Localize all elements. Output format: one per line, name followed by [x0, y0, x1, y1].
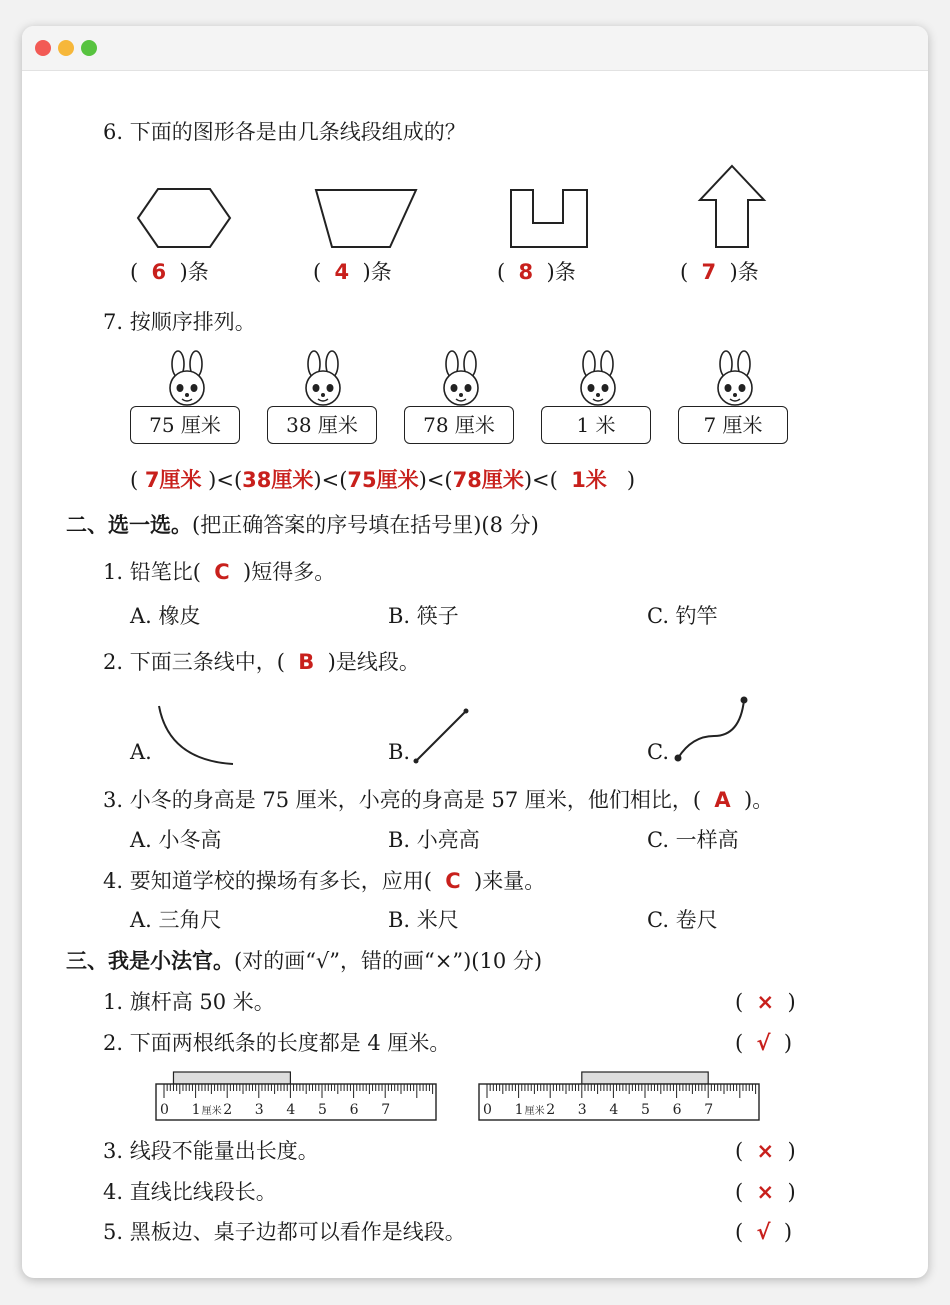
- section2-heading: 二、选一选。(把正确答案的序号填在括号里)(8 分): [66, 513, 539, 537]
- ruler-tick-label: 1: [191, 1102, 201, 1118]
- ruler-tick-label: 6: [349, 1102, 359, 1118]
- judge-item-4: 4. 直线比线段长。: [103, 1180, 277, 1204]
- judge-mark-5: ( √ ): [735, 1220, 793, 1244]
- length-card: 38 厘米: [267, 406, 377, 444]
- ruler-unit-label: 厘米: [524, 1106, 545, 1117]
- arrow-up-icon: [690, 160, 780, 255]
- curve-a-icon: [155, 700, 240, 770]
- line-label-b: B.: [388, 740, 411, 764]
- q6-answer-3: ( 8 )条: [497, 260, 576, 284]
- segment-b-icon: [410, 705, 475, 770]
- ruler-2: [477, 1066, 767, 1126]
- trapezoid-icon: [310, 185, 425, 255]
- judge-mark-1: ( × ): [735, 990, 796, 1014]
- q6-answer-4: ( 7 )条: [680, 260, 759, 284]
- judge-mark-3: ( × ): [735, 1139, 796, 1163]
- length-card: 1 米: [541, 406, 651, 444]
- maximize-button[interactable]: [81, 40, 97, 56]
- s2-q4: 4. 要知道学校的操场有多长，应用( C )来量。: [103, 869, 546, 893]
- judge-item-1: 1. 旗杆高 50 米。: [103, 990, 275, 1014]
- ruler-tick-label: 4: [609, 1102, 619, 1118]
- ruler-tick-label: 3: [577, 1102, 587, 1118]
- q6-answer-1: ( 6 )条: [130, 260, 209, 284]
- judge-mark-2: ( √ ): [735, 1031, 793, 1055]
- ruler-1: [154, 1066, 444, 1126]
- close-button[interactable]: [35, 40, 51, 56]
- s2-q1: 1. 铅笔比( C )短得多。: [103, 560, 336, 584]
- curve-c-icon: [670, 692, 755, 767]
- option-b: B. 筷子: [388, 604, 459, 628]
- hexagon-icon: [130, 185, 240, 255]
- bunny-icon: [296, 350, 352, 410]
- notched-rectangle-icon: [505, 185, 600, 255]
- judge-item-5: 5. 黑板边、桌子边都可以看作是线段。: [103, 1220, 466, 1244]
- ruler-tick-label: 2: [546, 1102, 556, 1118]
- ruler-tick-label: 4: [286, 1102, 296, 1118]
- minimize-button[interactable]: [58, 40, 74, 56]
- ruler-tick-label: 5: [641, 1102, 650, 1118]
- option-c: C. 一样高: [647, 828, 739, 852]
- bunny-icon: [571, 350, 627, 410]
- line-label-a: A.: [130, 740, 152, 764]
- ruler-tick-label: 3: [254, 1102, 264, 1118]
- length-card: 7 厘米: [678, 406, 788, 444]
- option-c: C. 卷尺: [647, 908, 718, 932]
- ruler-tick-label: 7: [704, 1102, 714, 1118]
- ruler-tick-label: 5: [318, 1102, 327, 1118]
- option-b: B. 小亮高: [388, 828, 480, 852]
- q7-answer-row: ( 7厘米 )<(38厘米)<(75厘米)<(78厘米)<( 1米 ): [130, 468, 636, 492]
- judge-item-2: 2. 下面两根纸条的长度都是 4 厘米。: [103, 1031, 451, 1055]
- ruler-tick-label: 1: [514, 1102, 524, 1118]
- judge-item-3: 3. 线段不能量出长度。: [103, 1139, 319, 1163]
- q6-prompt: 6. 下面的图形各是由几条线段组成的？: [103, 120, 466, 144]
- option-c: C. 钓竿: [647, 604, 718, 628]
- option-a: A. 小冬高: [130, 828, 222, 852]
- title-bar: [22, 26, 928, 71]
- ruler-tick-label: 6: [672, 1102, 682, 1118]
- s2-q3: 3. 小冬的身高是 75 厘米，小亮的身高是 57 厘米，他们相比，( A )。: [103, 788, 774, 812]
- q6-answer-2: ( 4 )条: [313, 260, 392, 284]
- paper-strip: [582, 1072, 708, 1084]
- ruler-tick-label: 2: [223, 1102, 233, 1118]
- judge-mark-4: ( × ): [735, 1180, 796, 1204]
- bunny-icon: [160, 350, 216, 410]
- bunny-icon: [434, 350, 490, 410]
- ruler-tick-label: 0: [483, 1102, 492, 1118]
- ruler-tick-label: 0: [160, 1102, 169, 1118]
- length-card: 78 厘米: [404, 406, 514, 444]
- ruler-unit-label: 厘米: [201, 1106, 222, 1117]
- bunny-icon: [708, 350, 764, 410]
- line-label-c: C.: [647, 740, 669, 764]
- s2-q2: 2. 下面三条线中，( B )是线段。: [103, 650, 420, 674]
- ruler-tick-label: 7: [381, 1102, 391, 1118]
- option-a: A. 三角尺: [130, 908, 222, 932]
- option-a: A. 橡皮: [130, 604, 201, 628]
- q7-prompt: 7. 按顺序排列。: [103, 310, 256, 334]
- length-card: 75 厘米: [130, 406, 240, 444]
- section3-heading: 三、我是小法官。(对的画“√”，错的画“×”)(10 分): [66, 949, 543, 973]
- option-b: B. 米尺: [388, 908, 459, 932]
- paper-strip: [173, 1072, 290, 1084]
